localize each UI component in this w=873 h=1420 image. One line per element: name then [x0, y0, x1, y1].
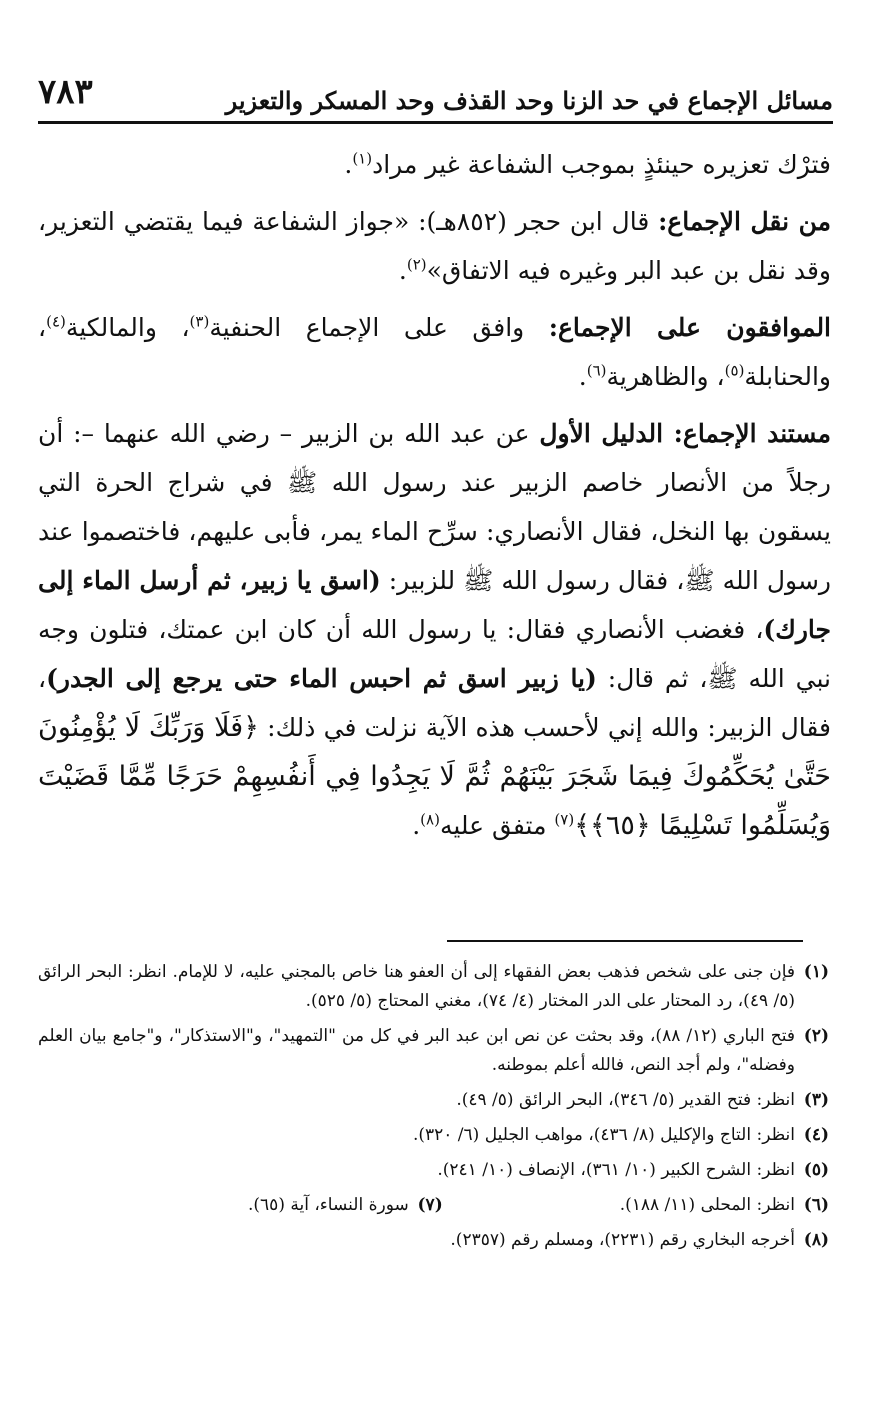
paragraph-1: فترْك تعزيره حينئذٍ بموجب الشفاعة غير مراد$^{(١)}$. — [344, 149, 831, 179]
footnote-number: (٣) — [803, 1090, 829, 1110]
footnote-number: (٦) — [803, 1195, 829, 1215]
footnote-2 — [38, 1022, 829, 1080]
footnote-number: (٧) — [417, 1195, 443, 1215]
paragraph-4-text-3: ، فقال الزبير: والله إني لأحسب هذه الآية نزلت في ذلك: — [38, 664, 831, 742]
paragraph-4: مستند الإجماع: الدليل الأول عن عبد الله بن الزبير – رضي الله عنهما –: أن رجلاً من الأنصار خاصم الزبير عند رسول الله ﷺ في شراج الحرة التي يسقون بها النخل، فقال الأنصاري: سرِّح الماء يمر، فأبى عليهم، فاختصموا عند رسول الله ﷺ، فقال رسول الله ﷺ للزبير: (اسق يا زبير، ثم أرسل الماء إلى جارك)، فغضب الأنصاري فقال: يا رسول الله أن كان ابن عمتك، فتلون وجه نبي الله ﷺ، ثم قال: (يا زبير اسق ثم احبس الماء حتى يرجع إلى الجدر)، فقال الزبير: والله إني لأحسب هذه الآية نزلت في ذلك: ﴿فَلَا وَرَبِّكَ لَا يُؤْمِنُونَ حَتَّىٰ يُحَكِّمُوكَ فِيمَا شَجَرَ بَيْنَهُمْ ثُمَّ لَا يَجِدُوا فِي أَنفُسِهِمْ حَرَجًا مِّمَّا قَضَيْتَ وَيُسَلِّمُوا تَسْلِيمًا ﴿٦٥﴾﴾$^{(٧)}$ متفق عليه$^{(٨)}$. — [38, 419, 832, 841]
footnote-ref-2[interactable]: (٢) — [406, 255, 427, 274]
page-number: ٧٨٣ — [38, 72, 93, 112]
footnote-8 — [38, 1226, 829, 1255]
footnote-number: (٤) — [803, 1125, 829, 1145]
paragraph-2: من نقل الإجماع: قال ابن حجر (٨٥٢هـ): «جواز الشفاعة فيما يقتضي التعزير، وقد نقل بن عبد البر وغيره فيه الاتفاق»$^{(٢)}$. — [38, 207, 831, 285]
footnote-text: فإن جنى على شخص فذهب بعض الفقهاء إلى أن العفو هنا خاص بالمجني عليه، لا للإمام. انظر: البحر الرائق (٥/ ٤٩)، رد المحتار على الدر المختار (٤/ ٧٤)، مغني المحتاج (٥/ ٥٢٥). — [38, 962, 795, 1011]
main-text — [38, 140, 831, 858]
footnote-5 — [38, 1156, 829, 1185]
footnote-7 — [248, 1191, 443, 1220]
quran-verse: ﴿فَلَا وَرَبِّكَ لَا يُؤْمِنُونَ حَتَّىٰ يُحَكِّمُوكَ فِيمَا شَجَرَ بَيْنَهُمْ ثُمَّ لَا يَجِدُوا فِي أَنفُسِهِمْ حَرَجًا مِّمَّا قَضَيْتَ وَيُسَلِّمُوا تَسْلِيمًا ﴿٦٥﴾﴾ — [38, 712, 831, 841]
paragraph-3-text-d: ، والظاهرية — [606, 362, 725, 391]
footnotes — [38, 958, 829, 1261]
footnote-text: انظر: الشرح الكبير (١٠/ ٣٦١)، الإنصاف (١٠/ ٢٤١). — [437, 1160, 795, 1180]
paragraph-3-text-c: ، والحنابلة — [38, 313, 831, 391]
footnote-ref-8[interactable]: (٨) — [420, 810, 440, 829]
paragraph-3: الموافقون على الإجماع: وافق على الإجماع الحنفية$^{(٣)}$، والمالكية$^{(٤)}$، والحنابلة$^{(٥)}$، والظاهرية$^{(٦)}$. — [38, 312, 832, 391]
section-label-evidence: مستند الإجماع: الدليل الأول — [539, 419, 832, 448]
footnote-6 — [620, 1191, 829, 1220]
footnote-text: سورة النساء، آية (٦٥). — [248, 1195, 409, 1215]
paragraph-4-end: متفق عليه — [439, 811, 555, 840]
footnote-separator — [447, 940, 803, 942]
paragraph-4-text-1: عن عبد الله بن الزبير – رضي الله عنهما –: أن رجلاً من الأنصار خاصم الزبير عند رسول الله ﷺ في شراج الحرة التي يسقون بها النخل، فقال الأنصاري: سرِّح الماء يمر، فأبى عليهم، فاختصموا عند رسول الله ﷺ، فقال رسول الله ﷺ للزبير: — [38, 419, 831, 595]
footnote-3 — [38, 1086, 829, 1115]
paragraph-1-text: فترْك تعزيره حينئذٍ بموجب الشفاعة غير مراد — [372, 150, 831, 179]
section-label-transmission: من نقل الإجماع: — [658, 207, 831, 236]
footnote-text: انظر: المحلى (١١/ ١٨٨). — [619, 1195, 795, 1215]
footnote-1 — [38, 958, 829, 1016]
page-header — [38, 62, 833, 122]
footnote-text: انظر: فتح القدير (٥/ ٣٤٦)، البحر الرائق (٥/ ٤٩). — [456, 1090, 795, 1110]
footnote-ref-7[interactable]: (٧) — [554, 810, 575, 829]
paragraph-3-text-b: ، والمالكية — [65, 313, 190, 342]
hadith-quote-2: (يا زبير اسق ثم احبس الماء حتى يرجع إلى الجدر) — [46, 664, 597, 693]
hadith-quote-1: (اسق يا زبير، ثم أرسل الماء إلى جارك) — [38, 566, 831, 644]
footnote-ref-5[interactable]: (٥) — [724, 361, 745, 380]
footnote-row-6-7 — [38, 1191, 829, 1220]
running-title: مسائل الإجماع في حد الزنا وحد القذف وحد المسكر والتعزير — [225, 86, 833, 115]
footnote-text: انظر: التاج والإكليل (٨/ ٤٣٦)، مواهب الجليل (٦/ ٣٢٠). — [412, 1125, 795, 1145]
footnote-ref-3[interactable]: (٣) — [189, 312, 210, 331]
footnote-ref-4[interactable]: (٤) — [46, 312, 66, 331]
footnote-ref-1[interactable]: (١) — [352, 149, 373, 168]
paragraph-2-text: قال ابن حجر (٨٥٢هـ): «جواز الشفاعة فيما يقتضي التعزير، وقد نقل بن عبد البر وغيره فيه الاتفاق» — [38, 207, 831, 285]
section-label-agreement: الموافقون على الإجماع: — [548, 313, 832, 342]
footnote-number: (٨) — [803, 1230, 829, 1250]
footnote-number: (١) — [803, 962, 829, 982]
footnote-number: (٢) — [803, 1026, 829, 1046]
paragraph-3-text-a: وافق على الإجماع الحنفية — [209, 313, 549, 342]
footnote-ref-6[interactable]: (٦) — [586, 361, 607, 380]
footnote-4 — [38, 1121, 829, 1150]
footnote-text: أخرجه البخاري رقم (٢٢٣١)، ومسلم رقم (٢٣٥٧). — [450, 1230, 795, 1250]
paragraph-4-text-2: ، فغضب الأنصاري فقال: يا رسول الله أن كان ابن عمتك، فتلون وجه نبي الله ﷺ، ثم قال: — [38, 615, 831, 693]
footnote-number: (٥) — [803, 1160, 829, 1180]
footnote-text: فتح الباري (١٢/ ٨٨)، وقد بحثت عن نص ابن عبد البر في كل من "التمهيد"، و"الاستذكار"، و"جامع بيان العلم وفضله"، ولم أجد النص، فالله أعلم بموطنه. — [38, 1026, 795, 1075]
header-rule — [38, 121, 833, 124]
